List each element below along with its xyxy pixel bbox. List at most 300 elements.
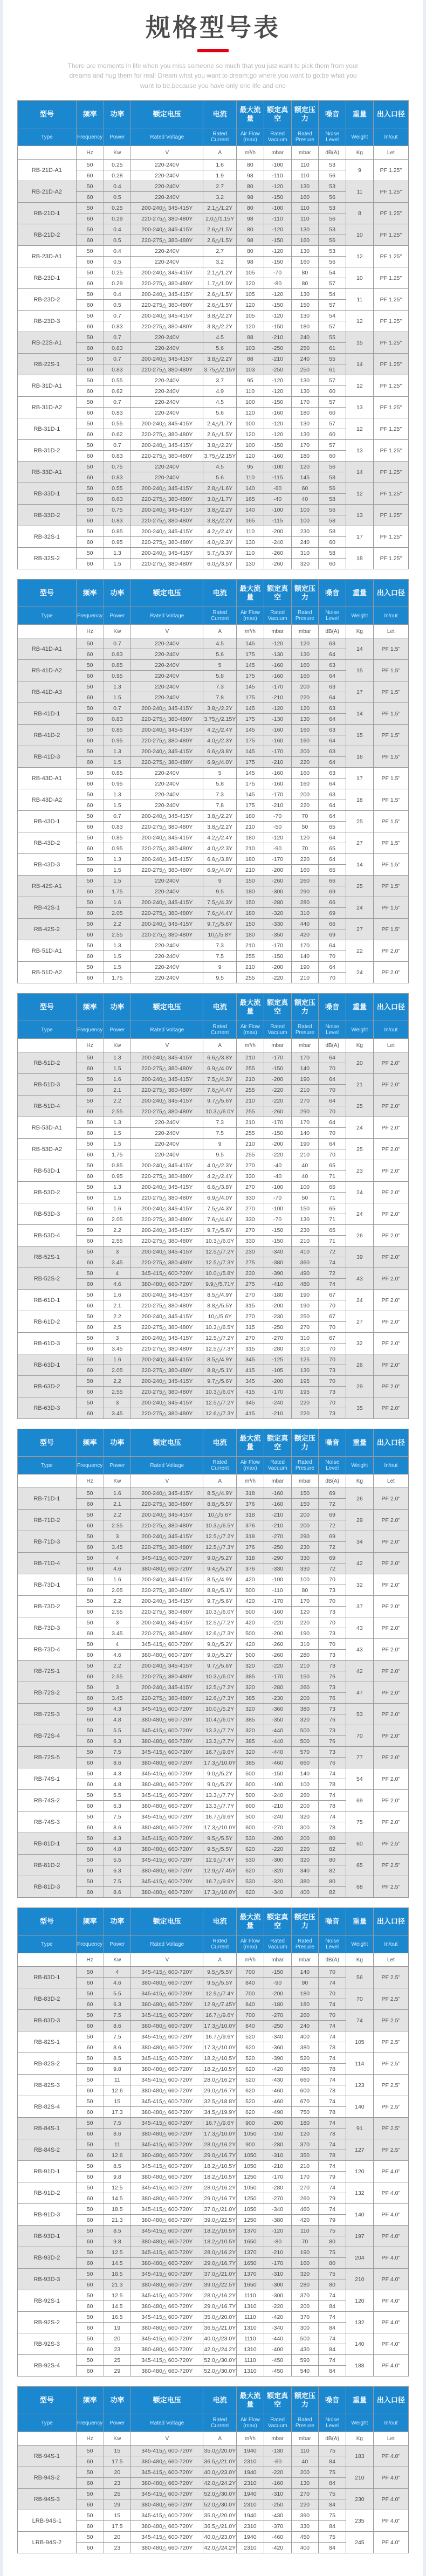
value-cell: 50 xyxy=(76,725,104,735)
header-row-en xyxy=(18,1936,409,1953)
value-cell: -170 xyxy=(264,1117,291,1128)
value-cell: 7.3 xyxy=(203,940,237,951)
value-cell: 12.6△/7.3Y xyxy=(203,1693,237,1704)
value-cell: 58 xyxy=(319,472,346,483)
value-cell: 3.45 xyxy=(104,1257,131,1268)
spec-table-2 xyxy=(17,579,409,983)
title-block xyxy=(3,0,423,91)
value-cell: 56 xyxy=(319,213,346,224)
table-row xyxy=(18,1074,409,1085)
weight-cell: 14 xyxy=(346,354,374,375)
value-cell: 12.6△/7.3Y xyxy=(203,1628,237,1639)
column-header-zh: 重量 xyxy=(346,1429,374,1457)
value-cell: 60 xyxy=(76,1628,104,1639)
value-cell: 40.0△/23.0Y xyxy=(203,2333,237,2344)
spec-table-5 xyxy=(17,1907,409,2377)
value-cell: 220-240V xyxy=(131,800,203,811)
inout-cell: PF 4.0" xyxy=(373,2161,408,2182)
value-cell: 345 xyxy=(237,1376,264,1387)
value-cell: -150 xyxy=(264,1225,291,1236)
value-cell: 130 xyxy=(237,537,264,548)
column-header-en: Frequency xyxy=(76,1021,104,1039)
value-cell: 3.8△/2.2Y xyxy=(203,822,237,832)
inout-cell: PF 2.0" xyxy=(373,1725,408,1747)
value-cell: 1.3 xyxy=(104,746,131,757)
value-cell: 63 xyxy=(319,725,346,735)
value-cell: 73 xyxy=(319,1747,346,1758)
value-cell: 50 xyxy=(76,1833,104,1844)
value-cell: 12.5△/7.3Y xyxy=(203,1257,237,1268)
value-cell: 315 xyxy=(237,1344,264,1354)
value-cell: 210 xyxy=(237,1117,264,1128)
column-unit: mbar xyxy=(291,1475,319,1488)
value-cell: 40 xyxy=(291,1160,319,1171)
table-row xyxy=(18,2247,409,2258)
subtitle-line-2: dreams and hug them for real! Dream what you want to dream;go where you want to go;be what you xyxy=(69,72,357,80)
value-cell: 1.3 xyxy=(104,548,131,559)
value-cell: 9.9△/5.71Y xyxy=(203,1279,237,1290)
weight-cell: 140 xyxy=(346,2204,374,2226)
table-row xyxy=(18,267,409,278)
model-cell: RB-93D-2 xyxy=(18,2247,77,2269)
model-cell: RB-22S-A1 xyxy=(18,332,77,354)
value-cell: 8.6 xyxy=(104,1887,131,1898)
value-cell: -210 xyxy=(264,1801,291,1812)
value-cell: 0.83 xyxy=(104,343,131,354)
value-cell: 76 xyxy=(319,1714,346,1725)
value-cell: 120 xyxy=(237,429,264,440)
value-cell: -220 xyxy=(264,1617,291,1628)
value-cell: 255 xyxy=(237,1149,264,1160)
value-cell: 620 xyxy=(237,1844,264,1855)
value-cell: 7.6△/4.4Y xyxy=(203,1214,237,1225)
value-cell: -270 xyxy=(264,1531,291,1542)
value-cell: 65 xyxy=(319,843,346,854)
header-row-en xyxy=(18,128,409,146)
value-cell: -120 xyxy=(264,832,291,843)
value-cell: 380-480△ 660-720Y xyxy=(131,2456,203,2467)
value-cell: 280 xyxy=(291,1650,319,1661)
value-cell: 11 xyxy=(104,2139,131,2150)
spec-sheet-page xyxy=(3,0,423,2576)
weight-cell: 42 xyxy=(346,1661,374,1682)
value-cell: 2.55 xyxy=(104,1671,131,1682)
value-cell: 0.83 xyxy=(104,321,131,332)
column-unit: mbar xyxy=(264,625,291,638)
value-cell: 200 xyxy=(291,1801,319,1812)
value-cell: 110 xyxy=(237,386,264,397)
model-cell: RB-21D-A1 xyxy=(18,160,77,181)
value-cell: 71 xyxy=(319,1193,346,1203)
value-cell: 360 xyxy=(291,1257,319,1268)
value-cell: 330 xyxy=(237,1171,264,1182)
value-cell: 5.6 xyxy=(203,408,237,418)
value-cell: 60 xyxy=(76,1736,104,1747)
value-cell: 415 xyxy=(237,1387,264,1397)
value-cell: 55 xyxy=(319,354,346,364)
value-cell: 50 xyxy=(76,1510,104,1520)
column-header-en: Rated Current xyxy=(203,2414,237,2432)
value-cell: 4.2△/2.4Y xyxy=(203,526,237,537)
model-cell: RB-63D-3 xyxy=(18,1397,77,1419)
value-cell: 1.6 xyxy=(104,1074,131,1085)
value-cell: 210 xyxy=(291,1661,319,1671)
value-cell: 1.3 xyxy=(104,940,131,951)
value-cell: 380-480△ 660-720Y xyxy=(131,2064,203,2075)
model-cell: RB-73D-1 xyxy=(18,1574,77,1596)
weight-cell: 12 xyxy=(346,311,374,332)
value-cell: -70 xyxy=(264,1214,291,1225)
value-cell: 200-240△ 345-415Y xyxy=(131,1290,203,1300)
value-cell: 98 xyxy=(237,235,264,246)
value-cell: 0.75 xyxy=(104,505,131,515)
model-cell: RB-23D-2 xyxy=(18,289,77,311)
weight-cell: 15 xyxy=(346,725,374,746)
value-cell: 53 xyxy=(319,160,346,170)
value-cell: 0.75 xyxy=(104,462,131,472)
column-header-zh: 型号 xyxy=(18,580,77,607)
value-cell: 220-240V xyxy=(131,192,203,203)
value-cell: 60 xyxy=(76,2366,104,2377)
value-cell: 16.7△/9.6Y xyxy=(203,2118,237,2129)
value-cell: 170 xyxy=(291,397,319,408)
value-cell: 72 xyxy=(319,1268,346,1279)
inout-cell: PF 2.0" xyxy=(373,1354,408,1376)
value-cell: 220-240V xyxy=(131,332,203,343)
model-cell: RB-63D-1 xyxy=(18,1354,77,1376)
value-cell: -120 xyxy=(264,224,291,235)
model-cell: RB-81D-2 xyxy=(18,1855,77,1876)
value-cell: 220 xyxy=(291,1397,319,1408)
value-cell: 74 xyxy=(319,1978,346,1988)
value-cell: 60 xyxy=(76,429,104,440)
value-cell: 75 xyxy=(319,2446,346,2456)
value-cell: -210 xyxy=(264,2247,291,2258)
value-cell: 12.9△/7.4Y xyxy=(203,1988,237,1999)
inout-cell: PF 2.0" xyxy=(373,1203,408,1225)
column-header-en: Rated Voltage xyxy=(131,607,203,625)
model-cell: RB-82S-4 xyxy=(18,2096,77,2118)
value-cell: 150 xyxy=(291,300,319,311)
value-cell: 318 xyxy=(237,1553,264,1563)
value-cell: 345-415△ 600-720Y xyxy=(131,2139,203,2150)
value-cell: 12.5△/7.2Y xyxy=(203,1246,237,1257)
column-unit: Kg xyxy=(346,625,374,638)
value-cell: 190 xyxy=(291,1290,319,1300)
value-cell: -200 xyxy=(264,865,291,876)
value-cell: -460 xyxy=(264,2085,291,2096)
value-cell: 345-415△ 600-720Y xyxy=(131,2182,203,2193)
value-cell: -110 xyxy=(264,213,291,224)
value-cell: 0.83 xyxy=(104,364,131,375)
column-header-zh: 频率 xyxy=(76,1908,104,1936)
value-cell: 220-240V xyxy=(131,779,203,789)
table-header xyxy=(18,994,409,1052)
column-header-zh: 出入口径 xyxy=(373,2387,408,2414)
value-cell: 320 xyxy=(237,1747,264,1758)
value-cell: 0.83 xyxy=(104,649,131,660)
value-cell: 160 xyxy=(291,779,319,789)
model-cell: RB-72S-3 xyxy=(18,1704,77,1725)
model-cell: RB-22S-1 xyxy=(18,354,77,375)
value-cell: 60 xyxy=(76,1257,104,1268)
value-cell: 8.5 xyxy=(104,2161,131,2172)
header-row-en xyxy=(18,1021,409,1039)
value-cell: 60 xyxy=(76,1844,104,1855)
value-cell: 28.0△/16.2Y xyxy=(203,2182,237,2193)
inout-cell: PF 2.0" xyxy=(373,1682,408,1704)
value-cell: 20 xyxy=(104,2532,131,2543)
value-cell: 7.8 xyxy=(203,800,237,811)
table-row xyxy=(18,2532,409,2543)
value-cell: 220-275△ 380-480Y xyxy=(131,1387,203,1397)
value-cell: 220-240V xyxy=(131,181,203,192)
column-unit: mbar xyxy=(264,2432,291,2446)
value-cell: -210 xyxy=(264,1510,291,1520)
value-cell: 23 xyxy=(104,2344,131,2355)
value-cell: 50 xyxy=(76,638,104,649)
value-cell: 60 xyxy=(76,714,104,725)
value-cell: 50 xyxy=(76,1268,104,1279)
column-header-en: Power xyxy=(104,607,131,625)
value-cell: 520 xyxy=(291,2053,319,2064)
table-row xyxy=(18,2075,409,2085)
value-cell: 50 xyxy=(76,2333,104,2344)
value-cell: 60 xyxy=(76,929,104,940)
value-cell: 2.55 xyxy=(104,1387,131,1397)
value-cell: 6.0△/3.5Y xyxy=(203,559,237,569)
value-cell: 200-240△ 345-415Y xyxy=(131,1246,203,1257)
value-cell: 220-240V xyxy=(131,246,203,257)
value-cell: 60 xyxy=(76,1387,104,1397)
inout-cell: PF 1.25" xyxy=(373,483,408,505)
weight-cell: 68 xyxy=(346,1876,374,1898)
value-cell: 150 xyxy=(237,897,264,908)
value-cell: 18.2△/10.5Y xyxy=(203,2226,237,2236)
value-cell: 255 xyxy=(237,1085,264,1096)
value-cell: 120 xyxy=(237,300,264,311)
column-unit: Kw xyxy=(104,2432,131,2446)
value-cell: 60 xyxy=(76,1408,104,1419)
subtitle-line-1: There are moments in life when you miss someone so much that you just want to pick them from your xyxy=(67,61,359,70)
value-cell: 4 xyxy=(104,1639,131,1650)
value-cell: 2.7 xyxy=(203,181,237,192)
column-header-zh: 型号 xyxy=(18,101,77,128)
column-unit: A xyxy=(203,2432,237,2446)
value-cell: 1940 xyxy=(237,2446,264,2456)
value-cell: 190 xyxy=(291,1628,319,1639)
table-body xyxy=(18,638,409,983)
value-cell: 180 xyxy=(291,2118,319,2129)
inout-cell: PF 4.0" xyxy=(373,2532,408,2553)
inout-cell: PF 1.5" xyxy=(373,725,408,746)
model-cell: RB-92S-4 xyxy=(18,2355,77,2377)
value-cell: -250 xyxy=(264,1542,291,1553)
value-cell: 318 xyxy=(237,1531,264,1542)
value-cell: 7.5 xyxy=(104,1747,131,1758)
value-cell: 5.8 xyxy=(203,671,237,681)
value-cell: 74 xyxy=(319,2075,346,2085)
value-cell: 78 xyxy=(319,1801,346,1812)
value-cell: 620 xyxy=(237,1887,264,1898)
value-cell: 63 xyxy=(319,681,346,692)
value-cell: 60 xyxy=(76,2456,104,2467)
value-cell: -290 xyxy=(264,1553,291,1563)
value-cell: 50 xyxy=(76,1682,104,1693)
value-cell: 75 xyxy=(319,2510,346,2521)
table-row xyxy=(18,919,409,929)
table-row xyxy=(18,2182,409,2193)
table-row xyxy=(18,2446,409,2456)
inout-cell: PF 4.0" xyxy=(373,2489,408,2510)
value-cell: 57 xyxy=(319,397,346,408)
value-cell: 340 xyxy=(291,1865,319,1876)
value-cell: 35.0△/20.0Y xyxy=(203,2446,237,2456)
value-cell: 12.5△/7.2Y xyxy=(203,1617,237,1628)
value-cell: 40 xyxy=(291,1171,319,1182)
value-cell: 385 xyxy=(237,1714,264,1725)
value-cell: 56 xyxy=(319,483,346,494)
column-header-zh: 型号 xyxy=(18,2387,77,2414)
value-cell: 64 xyxy=(319,1052,346,1063)
weight-cell: 24 xyxy=(346,1290,374,1311)
value-cell: -150 xyxy=(264,1967,291,1978)
page-title: 规格型号表 xyxy=(146,13,280,42)
table-row xyxy=(18,526,409,537)
value-cell: -340 xyxy=(264,2031,291,2042)
value-cell: 300 xyxy=(291,2323,319,2333)
value-cell: 220-275△ 380-480Y xyxy=(131,494,203,505)
value-cell: -410 xyxy=(264,1279,291,1290)
value-cell: 2.6△/1.5Y xyxy=(203,235,237,246)
value-cell: 345-415△ 600-720Y xyxy=(131,1747,203,1758)
value-cell: 160 xyxy=(291,192,319,203)
inout-cell: PF 2.0" xyxy=(373,940,408,962)
value-cell: 37.0△/21.0Y xyxy=(203,2204,237,2215)
table-row xyxy=(18,1682,409,1693)
value-cell: 60 xyxy=(76,1214,104,1225)
value-cell: -120 xyxy=(264,703,291,714)
model-cell: RB-83D-3 xyxy=(18,2010,77,2031)
column-unit xyxy=(18,146,77,160)
table-row xyxy=(18,2096,409,2107)
inout-cell: PF 4.0" xyxy=(373,2182,408,2204)
column-header-zh: 出入口径 xyxy=(373,994,408,1021)
value-cell: 73 xyxy=(319,1365,346,1376)
value-cell: 145 xyxy=(237,725,264,735)
value-cell: 345-415△ 600-720Y xyxy=(131,2333,203,2344)
value-cell: 29.0△/16.7Y xyxy=(203,2258,237,2269)
value-cell: -300 xyxy=(264,2279,291,2290)
value-cell: 70 xyxy=(291,811,319,822)
column-header-en: Frequency xyxy=(76,1936,104,1953)
value-cell: 220-275△ 380-480Y xyxy=(131,1499,203,1510)
column-unit: dB(A) xyxy=(319,1039,346,1052)
value-cell: 415 xyxy=(237,1408,264,1419)
value-cell: -340 xyxy=(264,1887,291,1898)
value-cell: 150 xyxy=(291,1671,319,1682)
value-cell: 145 xyxy=(237,768,264,779)
column-header-en: Rated Presure xyxy=(291,1936,319,1953)
value-cell: 520 xyxy=(237,2075,264,2085)
column-unit: mbar xyxy=(264,1475,291,1488)
value-cell: 220 xyxy=(291,1617,319,1628)
column-header-zh: 电流 xyxy=(203,1429,237,1457)
value-cell: 64 xyxy=(319,714,346,725)
value-cell: 12.5 xyxy=(104,2290,131,2301)
value-cell: 3.75△/2.15Y xyxy=(203,451,237,462)
value-cell: 4.0△/2.3Y xyxy=(203,843,237,854)
value-cell: 65 xyxy=(319,1160,346,1171)
weight-cell: 56 xyxy=(346,1967,374,1988)
value-cell: 17.3△/10.0Y xyxy=(203,2042,237,2053)
value-cell: 1050 xyxy=(237,2161,264,2172)
value-cell: -170 xyxy=(264,789,291,800)
column-unit: m³/h xyxy=(237,146,264,160)
value-cell: 3 xyxy=(104,1682,131,1693)
value-cell: 78 xyxy=(319,2150,346,2161)
value-cell: 60 xyxy=(319,408,346,418)
value-cell: -350 xyxy=(264,1714,291,1725)
value-cell: 1940 xyxy=(237,2510,264,2521)
value-cell: 160 xyxy=(291,768,319,779)
value-cell: 50 xyxy=(76,2489,104,2499)
value-cell: -170 xyxy=(264,1671,291,1682)
value-cell: 80 xyxy=(319,2258,346,2269)
value-cell: 145 xyxy=(237,789,264,800)
column-header-zh: 噪音 xyxy=(319,1908,346,1936)
column-header-en: Frequency xyxy=(76,607,104,625)
value-cell: 140 xyxy=(291,1768,319,1779)
value-cell: 40.0△/23.0Y xyxy=(203,2467,237,2478)
value-cell: 2.1△/1.2Y xyxy=(203,203,237,213)
value-cell: 175 xyxy=(237,692,264,703)
value-cell: 200-240△ 345-415Y xyxy=(131,832,203,843)
value-cell: 0.83 xyxy=(104,714,131,725)
table-row xyxy=(18,418,409,429)
value-cell: 345-415△ 600-720Y xyxy=(131,2510,203,2521)
value-cell: 380-480△ 660-720Y xyxy=(131,2236,203,2247)
value-cell: 57 xyxy=(319,278,346,289)
column-unit: A xyxy=(203,625,237,638)
value-cell: 60 xyxy=(76,1585,104,1596)
value-cell: 2.55 xyxy=(104,1607,131,1617)
value-cell: -120 xyxy=(264,246,291,257)
value-cell: 220-275△ 380-480Y xyxy=(131,822,203,832)
value-cell: 50 xyxy=(76,462,104,472)
value-cell: 210 xyxy=(237,962,264,973)
value-cell: 275 xyxy=(237,1257,264,1268)
value-cell: 60 xyxy=(319,537,346,548)
value-cell: 42.0△/24.2Y xyxy=(203,2344,237,2355)
value-cell: 255 xyxy=(237,1106,264,1117)
value-cell: 0.28 xyxy=(104,170,131,181)
value-cell: 58 xyxy=(319,548,346,559)
inout-cell: PF 2.5" xyxy=(373,2096,408,2118)
value-cell: 200-240△ 345-415Y xyxy=(131,1510,203,1520)
column-header-en: Rated Vacuum xyxy=(264,1457,291,1475)
inout-cell: PF 1.5" xyxy=(373,854,408,876)
value-cell: 60 xyxy=(76,2193,104,2204)
value-cell: 0.5 xyxy=(104,192,131,203)
value-cell: 345-415△ 600-720Y xyxy=(131,1704,203,1714)
column-header-zh: 电流 xyxy=(203,2387,237,2414)
value-cell: 60 xyxy=(76,1300,104,1311)
value-cell: 57 xyxy=(319,440,346,451)
weight-cell: 26 xyxy=(346,1354,374,1376)
value-cell: 60 xyxy=(291,483,319,494)
value-cell: 130 xyxy=(291,649,319,660)
